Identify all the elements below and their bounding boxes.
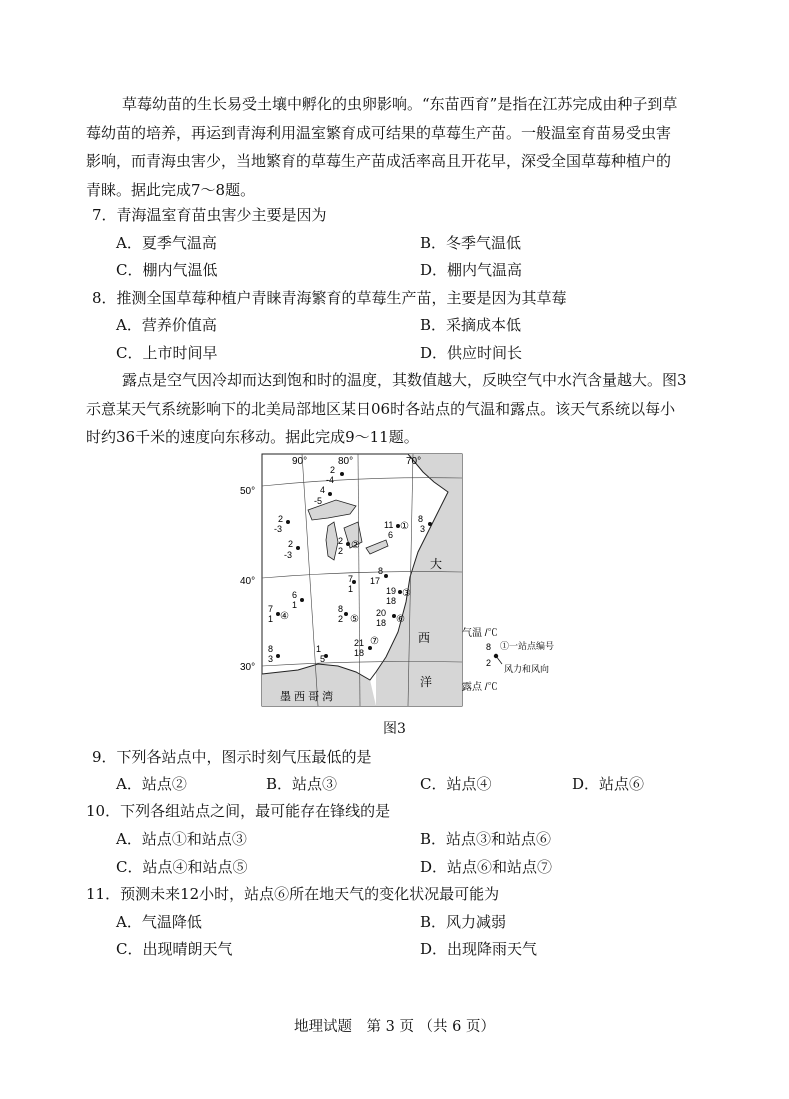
svg-text:2: 2	[338, 614, 344, 624]
svg-text:①: ①	[400, 521, 409, 532]
ocean-label-1: 大	[430, 557, 443, 571]
svg-text:2: 2	[338, 546, 344, 556]
q7-option-c[interactable]: C．棚内气温低	[116, 261, 218, 279]
question-9-stem: 9．下列各站点中，图示时刻气压最低的是	[92, 748, 372, 766]
svg-text:-5: -5	[314, 496, 323, 506]
lat-label-30: 30°	[240, 662, 256, 673]
svg-text:2: 2	[338, 536, 344, 546]
legend-wind-label: 风力和风向	[504, 664, 550, 674]
svg-text:18: 18	[386, 596, 397, 606]
svg-text:1: 1	[316, 644, 322, 654]
svg-text:1: 1	[348, 584, 354, 594]
svg-text:②: ②	[351, 540, 360, 551]
figure-caption: 图3	[383, 721, 406, 737]
q8-option-d[interactable]: D．供应时间长	[420, 344, 523, 362]
svg-text:③: ③	[402, 588, 411, 599]
q8-option-a[interactable]: A．营养价值高	[116, 316, 217, 334]
q11-option-b[interactable]: B．风力减弱	[420, 913, 507, 931]
svg-text:18: 18	[376, 618, 387, 628]
q9-option-d[interactable]: D．站点⑥	[572, 775, 645, 793]
svg-text:18: 18	[354, 648, 365, 658]
q8-option-c[interactable]: C．上市时间早	[116, 344, 218, 362]
q11-option-d[interactable]: D．出现降雨天气	[420, 940, 538, 958]
svg-text:8: 8	[338, 604, 344, 614]
q11-option-a[interactable]: A．气温降低	[116, 913, 202, 931]
legend-temp-label: 气温 /℃	[462, 628, 498, 639]
passage-line: 露点是空气因冷却而达到饱和时的温度，其数值越大，反映空气中水汽含量越大。图3	[122, 371, 687, 389]
lon-label-80: 80°	[338, 456, 354, 467]
legend-wind-barb	[496, 656, 502, 664]
question-7-stem: 7．青海温室育苗虫害少主要是因为	[92, 206, 327, 224]
map-legend	[462, 624, 592, 698]
q9-option-b[interactable]: B．站点③	[266, 775, 338, 793]
lat-label-40: 40°	[240, 576, 256, 587]
svg-text:⑦: ⑦	[370, 636, 379, 647]
passage-line: 草莓幼苗的生长易受土壤中孵化的虫卵影响。“东苗西育”是指在江苏完成由种子到草	[122, 95, 678, 113]
passage-dewpoint	[86, 366, 706, 452]
svg-text:8: 8	[378, 566, 384, 576]
svg-text:3: 3	[268, 654, 274, 664]
passage-line: 影响，而青海虫害少，当地繁育的草莓生产苗成活率高且开花早，深受全国草莓种植户的	[86, 152, 672, 170]
legend-sample-dew: 2	[486, 658, 492, 668]
svg-text:19: 19	[386, 586, 397, 596]
q9-option-a[interactable]: A．站点②	[116, 775, 187, 793]
question-10-stem: 10．下列各组站点之间，最可能存在锋线的是	[86, 802, 391, 820]
passage-line: 时约36千米的速度向东移动。据此完成9～11题。	[86, 428, 419, 446]
q10-option-d[interactable]: D．站点⑥和站点⑦	[420, 858, 553, 876]
legend-sample-temp: 8	[486, 642, 492, 652]
question-11-stem: 11．预测未来12小时，站点⑥所在地天气的变化状况最可能为	[86, 885, 500, 903]
passage-line: 莓幼苗的培养，再运到青海利用温室繁育成可结果的草莓生产苗。一般温室育苗易受虫害	[86, 123, 672, 142]
q8-option-b[interactable]: B．采摘成本低	[420, 316, 522, 334]
ocean-label-2: 西	[418, 631, 431, 645]
lon-label-70: 70°	[406, 456, 422, 467]
svg-text:⑥: ⑥	[396, 614, 405, 625]
svg-text:5: 5	[320, 654, 326, 664]
q9-option-c[interactable]: C．站点④	[420, 775, 492, 793]
svg-text:8: 8	[268, 644, 274, 654]
lat-label-50: 50°	[240, 486, 256, 497]
svg-text:11: 11	[384, 520, 394, 530]
svg-text:-3: -3	[274, 524, 283, 534]
svg-text:21: 21	[354, 638, 365, 648]
svg-text:1: 1	[292, 600, 298, 610]
svg-text:⑤: ⑤	[350, 614, 359, 625]
page-footer: 地理试题 第 3 页 （共 6 页）	[294, 1019, 495, 1035]
lon-label-90: 90°	[292, 456, 308, 467]
svg-text:8: 8	[418, 514, 424, 524]
svg-text:6: 6	[388, 530, 394, 540]
svg-text:④: ④	[280, 611, 289, 622]
svg-text:2: 2	[288, 539, 294, 549]
q7-option-a[interactable]: A．夏季气温高	[116, 234, 217, 252]
svg-text:17: 17	[370, 576, 381, 586]
ocean-label-3: 洋	[420, 675, 433, 689]
q10-option-b[interactable]: B．站点③和站点⑥	[420, 830, 552, 848]
question-8-stem: 8．推测全国草莓种植户青睐青海繁育的草莓生产苗，主要是因为其草莓	[92, 289, 567, 307]
q10-option-a[interactable]: A．站点①和站点③	[116, 830, 247, 848]
q7-option-b[interactable]: B．冬季气温低	[420, 234, 522, 252]
svg-text:-4: -4	[326, 475, 335, 485]
passage-strawberry	[86, 90, 706, 204]
q10-option-c[interactable]: C．站点④和站点⑤	[116, 858, 248, 876]
svg-text:20: 20	[376, 608, 387, 618]
q7-option-d[interactable]: D．棚内气温高	[420, 261, 523, 279]
svg-text:2: 2	[278, 514, 284, 524]
svg-text:7: 7	[348, 574, 354, 584]
passage-line: 青睐。据此完成7～8题。	[86, 180, 256, 199]
svg-text:3: 3	[420, 524, 426, 534]
legend-dew-label: 露点 /℃	[462, 682, 498, 693]
svg-text:1: 1	[268, 614, 274, 624]
svg-text:6: 6	[292, 590, 298, 600]
legend-station-no: ①一站点编号	[500, 641, 555, 651]
legend-svg	[462, 624, 592, 698]
q11-option-c[interactable]: C．出现晴朗天气	[116, 940, 233, 958]
passage-line: 示意某天气系统影响下的北美局部地区某日06时各站点的气温和露点。该天气系统以每小	[86, 399, 676, 418]
svg-text:4: 4	[320, 485, 326, 495]
svg-text:7: 7	[268, 604, 274, 614]
svg-text:-3: -3	[284, 550, 293, 560]
svg-text:2: 2	[330, 465, 336, 475]
gulf-label: 墨 西 哥 湾	[280, 691, 334, 703]
